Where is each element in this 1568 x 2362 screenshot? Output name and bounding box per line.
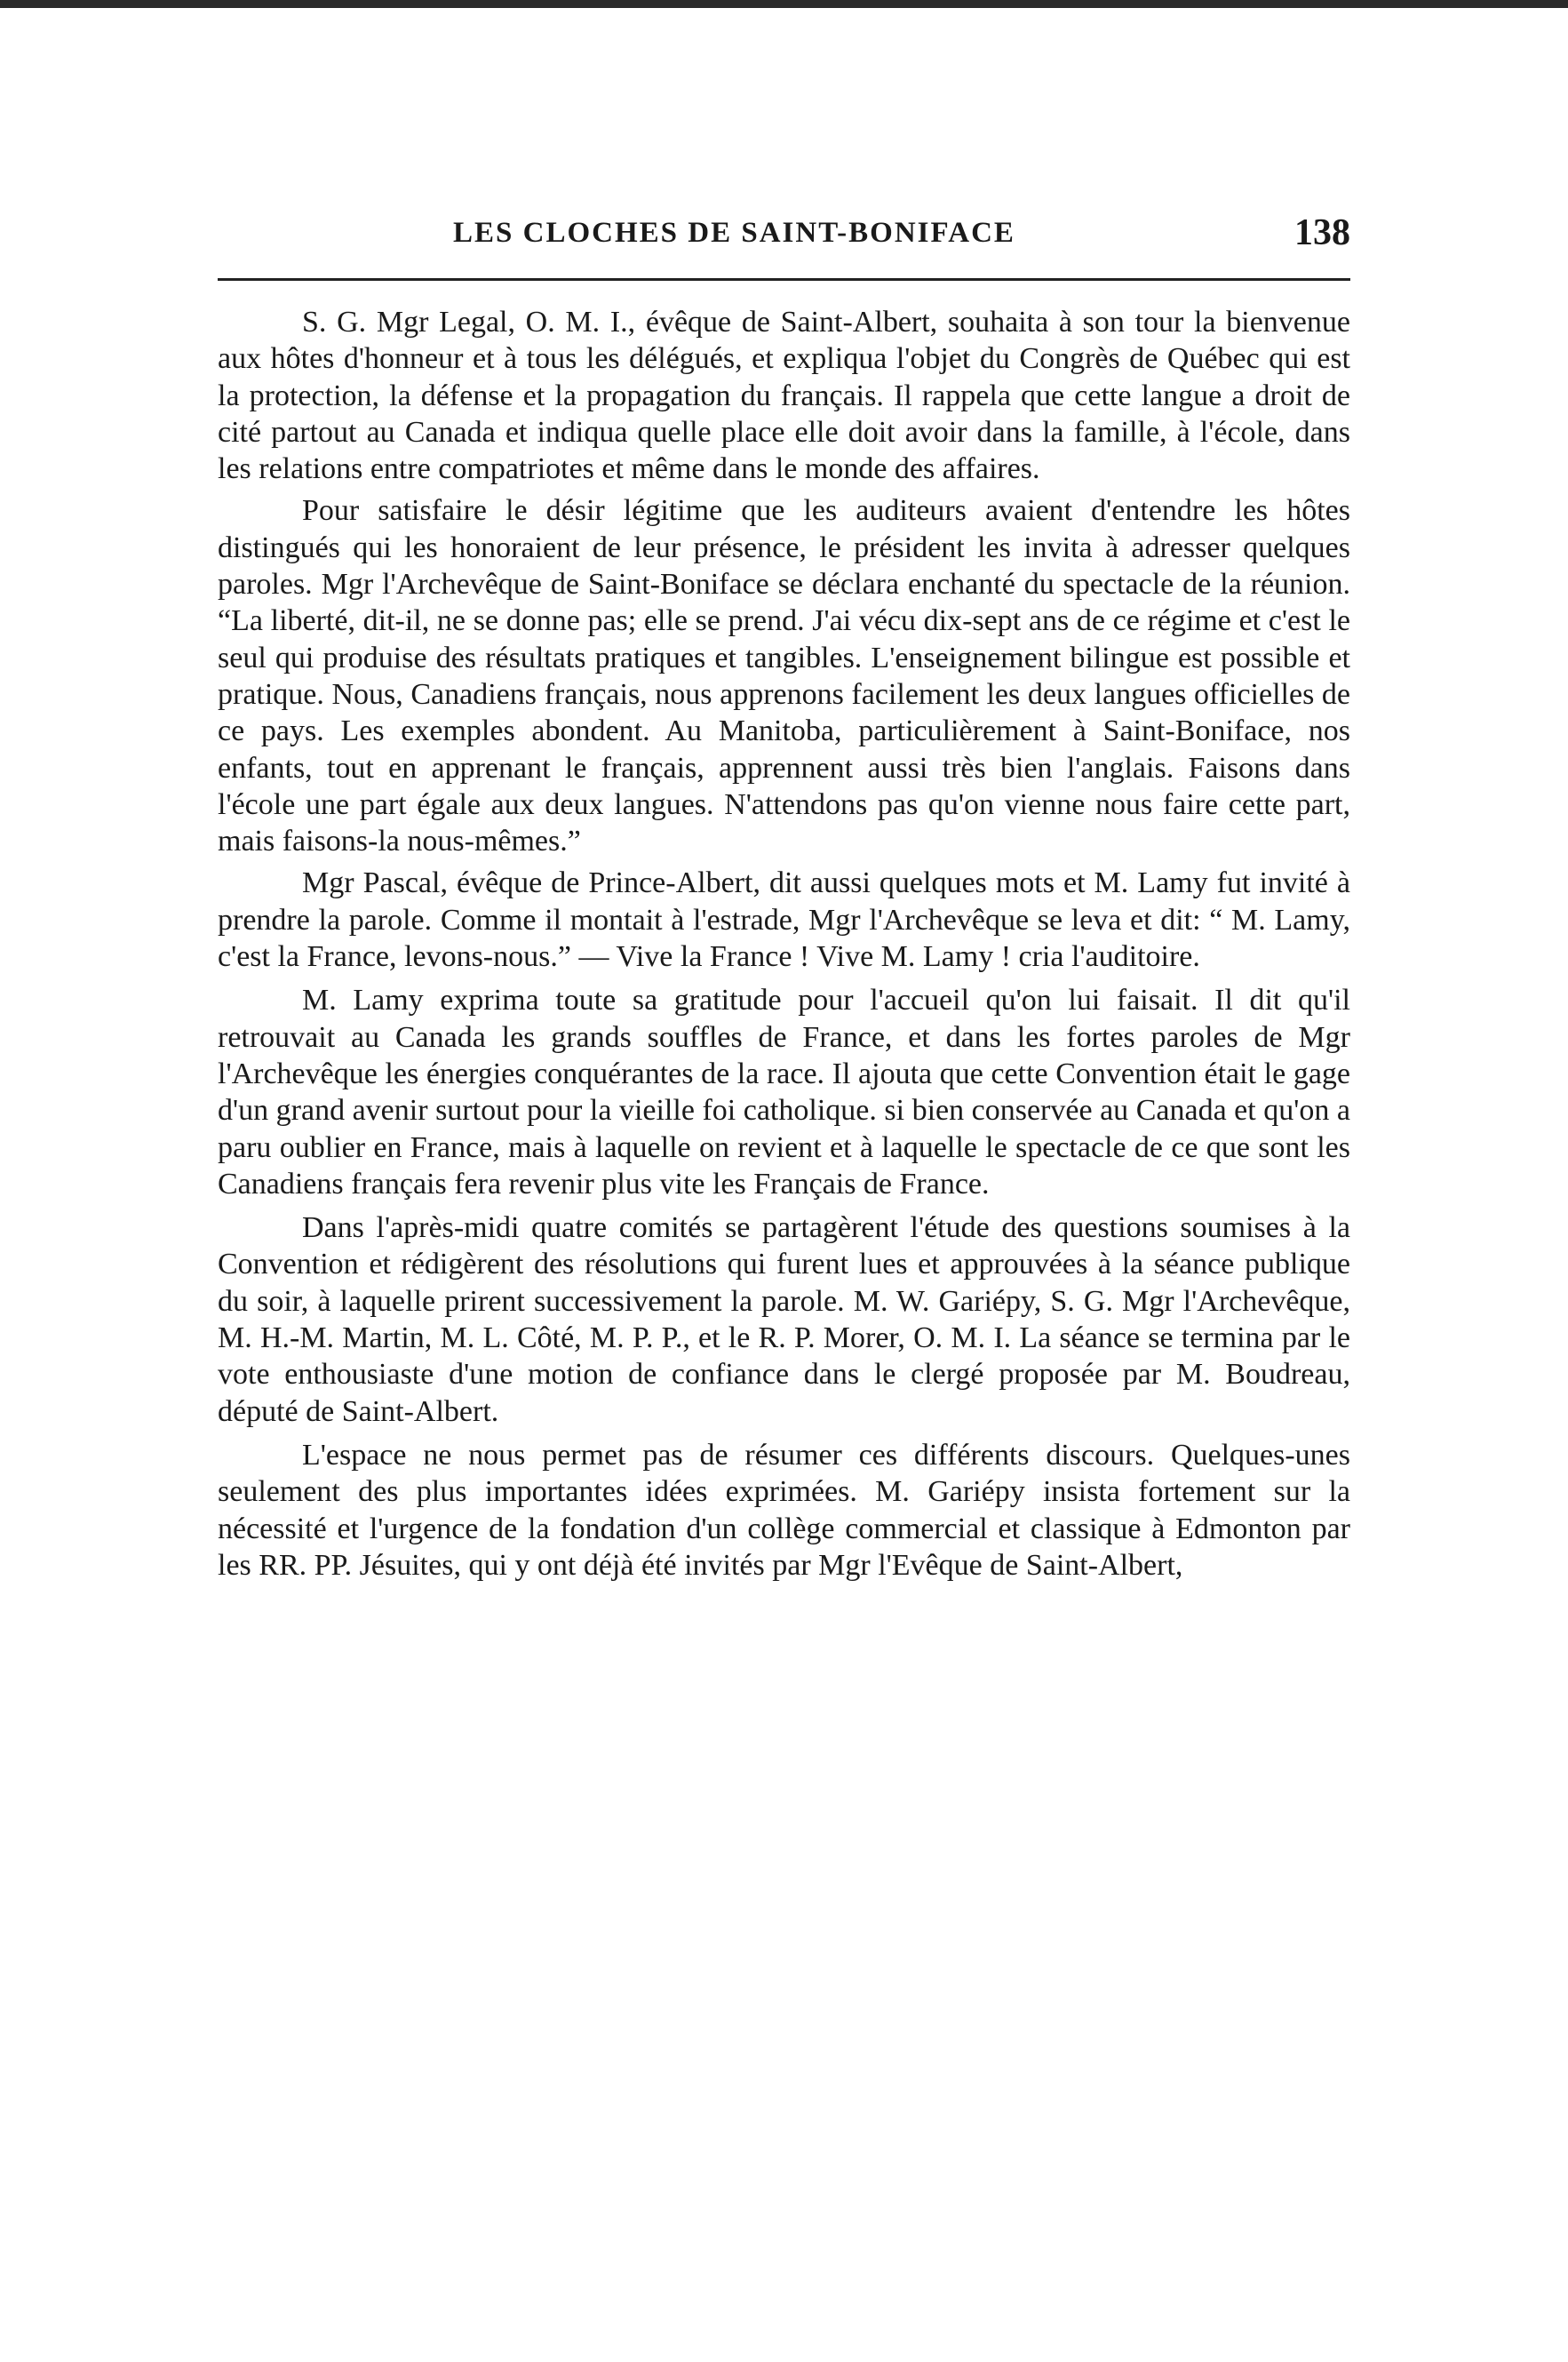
- paragraph-comites: Dans l'après-midi quatre comités se partagèrent l'étude des questions soumises à la Convention et rédigèrent des résolutions qui furent lues et approuvées à la séance publique du soir, à laquelle prirent successivement la parole. M. W. Gariépy, S. G. Mgr l'Archevêque, M. H.-M. Martin, M. L. Côté, M. P. P., et le R. P. Morer, O. M. I. La séance se termina par le vote enthousiaste d'une motion de confiance dans le clergé proposée par M. Boudreau, député de Saint-Albert.: [218, 1211, 1350, 1428]
- paragraph-pascal: Mgr Pascal, évêque de Prince-Albert, dit aussi quelques mots et M. Lamy fut invité à prendre la parole. Comme il montait à l'estrade, Mgr l'Archevêque se leva et dit: “ M. Lamy, c'est la France, levons-nous.” — Vive la France ! Vive M. Lamy ! cria l'auditoire.: [218, 866, 1350, 974]
- header-rule: [218, 278, 1350, 281]
- top-edge-rule: [0, 0, 1568, 8]
- paragraph-espace: L'espace ne nous permet pas de résumer ces différents discours. Quelques-unes seulement des plus importantes idées exprimées. M. Gariépy insista fortement sur la nécessité et l'urgence de la fondation d'un collège commercial et classique à Edmonton par les RR. PP. Jésuites, qui y ont déjà été invités par Mgr l'Evêque de Saint-Albert,: [218, 1438, 1350, 1582]
- running-head: LES CLOCHES DE SAINT-BONIFACE: [453, 217, 1015, 249]
- paragraph-lamy: M. Lamy exprima toute sa gratitude pour l'accueil qu'on lui faisait. Il dit qu'il retrouvait au Canada les grands souffles de France, et dans les fortes paroles de Mgr l'Archevêque les énergies conquérantes de la race. Il ajouta que cette Convention était le gage d'un grand avenir surtout pour la vieille foi catholique. si bien conservée au Canada et qu'on a paru oublier en France, mais à laquelle on revient et à laquelle le spectacle de ce que sont les Canadiens français fera revenir plus vite les Français de France.: [218, 984, 1350, 1201]
- paragraph-legal: S. G. Mgr Legal, O. M. I., évêque de Saint-Albert, souhaita à son tour la bienvenue aux hôtes d'honneur et à tous les délégués, et expliqua l'objet du Congrès de Québec qui est la protection, la défense et la propagation du français. Il rappela que cette langue a droit de cité partout au Canada et indiqua quelle place elle doit avoir dans la famille, à l'école, dans les relations entre compatriotes et même dans le monde des affaires.: [218, 306, 1350, 486]
- body-text: [218, 304, 1350, 1589]
- page-number: 138: [1294, 212, 1350, 253]
- paragraph-archeveque: Pour satisfaire le désir légitime que les auditeurs avaient d'entendre les hôtes distingués qui les honoraient de leur présence, le président les invita à adresser quelques paroles. Mgr l'Archevêque de Saint-Boniface se déclara enchanté du spectacle de la réunion. “La liberté, dit-il, ne se donne pas; elle se prend. J'ai vécu dix-sept ans de ce régime et c'est le seul qui produise des résultats pratiques et tangibles. L'enseignement bilingue est possible et pratique. Nous, Canadiens français, nous apprenons facilement les deux langues officielles de ce pays. Les exemples abondent. Au Manitoba, particulièrement à Saint-Boniface, nos enfants, tout en apprenant le français, apprennent aussi très bien l'anglais. Faisons dans l'école une part égale aux deux langues. N'attendons pas qu'on vienne nous faire cette part, mais faisons-la nous-mêmes.”: [218, 494, 1350, 858]
- page-header: [218, 211, 1350, 265]
